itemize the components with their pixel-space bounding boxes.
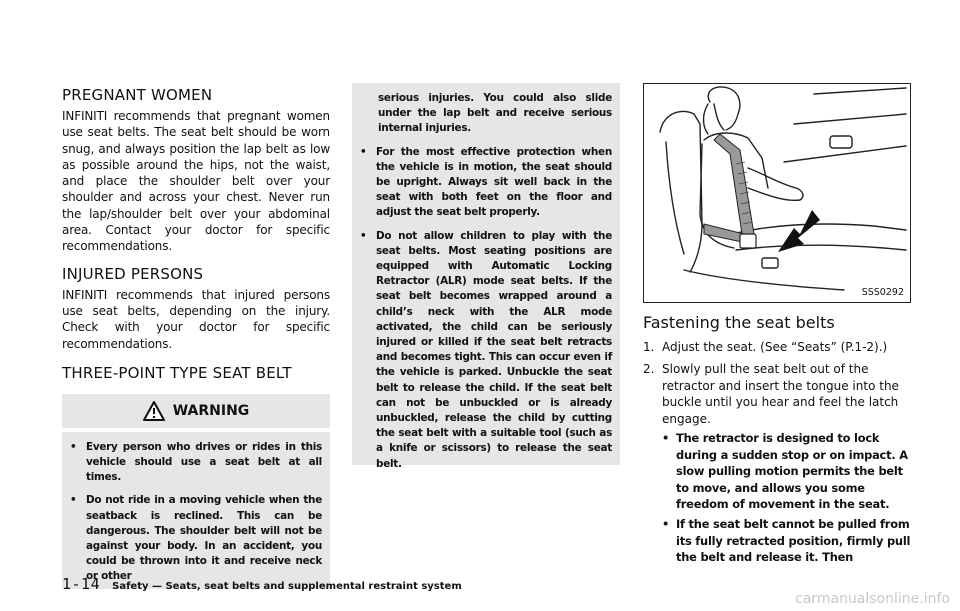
column-1 — [62, 86, 330, 589]
warning-box — [62, 432, 330, 589]
sub-item: • If the seat belt cannot be pulled from its fully retracted position, firmly pull the belt and release it. Then — [662, 517, 911, 565]
column-2 — [352, 83, 620, 470]
step-item: 1. Adjust the seat. (See “Seats” (P.1-2).) — [643, 340, 888, 354]
seat-belt-illustration — [643, 83, 911, 303]
seat-belt-drawing — [644, 84, 909, 301]
heading-pregnant-women: PREGNANT WOMEN — [62, 86, 213, 104]
paragraph-pregnant-women: INFINITI recommends that pregnant women use seat belts. The seat belt should be worn snug, and always position the lap belt as low as possible around the hips, not the waist, and place the shoulder belt over your shoulder and across your chest. Never run the lap/shoulder belt over your abdominal area. Contact your doctor for specific recommendations. — [62, 109, 330, 254]
warning-item: • Every person who drives or rides in this vehicle should use a seat belt at all times. — [70, 440, 322, 484]
warning-icon — [143, 401, 165, 421]
warning-label: WARNING — [172, 402, 250, 419]
figure-code: SSS0292 — [861, 287, 904, 298]
heading-three-point-belt: THREE-POINT TYPE SEAT BELT — [62, 363, 292, 382]
heading-fastening: Fastening the seat belts — [643, 313, 835, 332]
section-title: Safety — Seats, seat belts and supplemental restraint system — [112, 581, 462, 592]
watermark: carmanualsonline.info — [795, 591, 950, 607]
warning-box-continued — [352, 83, 620, 470]
warning-header — [62, 394, 330, 428]
warning-item: • Do not ride in a moving vehicle when the seatback is reclined. This can be dangerous. The shoulder belt will not be against your body. In an accident, you could be thrown into it and receive neck or other — [70, 494, 322, 583]
warning-item: • Do not allow children to play with the seat belts. Most seating positions are equipped with Automatic Locking Retractor (ALR) mode seat belts. If the seat belt becomes wrapped around a child’s neck with the ALR mode activated, the child can be seriously injured or killed if the seat belt retracts and becomes tight. This can occur even if the vehicle is parked. Unbuckle the seat belt to release the child. If the seat belt can not be unbuckled or is already unbuckled, release the child by cutting the seat belt with a suitable tool (such as a knife or scissors) to release the seat belt. — [360, 229, 612, 470]
paragraph-injured-persons: INFINITI recommends that injured persons use seat belts, depending on the injury. Check with your doctor for specific recommendations. — [62, 287, 330, 351]
warning-item: • For the most effective protection when the vehicle is in motion, the seat should be upright. Always sit well back in the seat with both feet on the floor and adjust the seat belt properly. — [360, 145, 612, 219]
heading-injured-persons: INJURED PERSONS — [62, 264, 204, 283]
page-footer — [62, 575, 462, 593]
page-number: 1-14 — [62, 575, 101, 593]
warning-continuation: serious injuries. You could also slide under the lap belt and receive serious internal injuries. — [378, 92, 612, 135]
sub-item: • The retractor is designed to lock during a sudden stop or on impact. A slow pulling motion permits the belt to move, and allows you some freedom of movement in the seat. — [662, 431, 908, 512]
step-item: 2. Slowly pull the seat belt out of the retractor and insert the tongue into the buckle until you hear and feel the latch engage. • The retractor is designed to lock during a sudden stop or on impact. A slow pulling motion permits the belt to move, and allows you some freedom of movement in the seat. • If the seat belt cannot be pulled from its fully retracted position, firmly pull the belt and release it. Then — [643, 361, 913, 565]
fastening-steps — [643, 339, 913, 572]
